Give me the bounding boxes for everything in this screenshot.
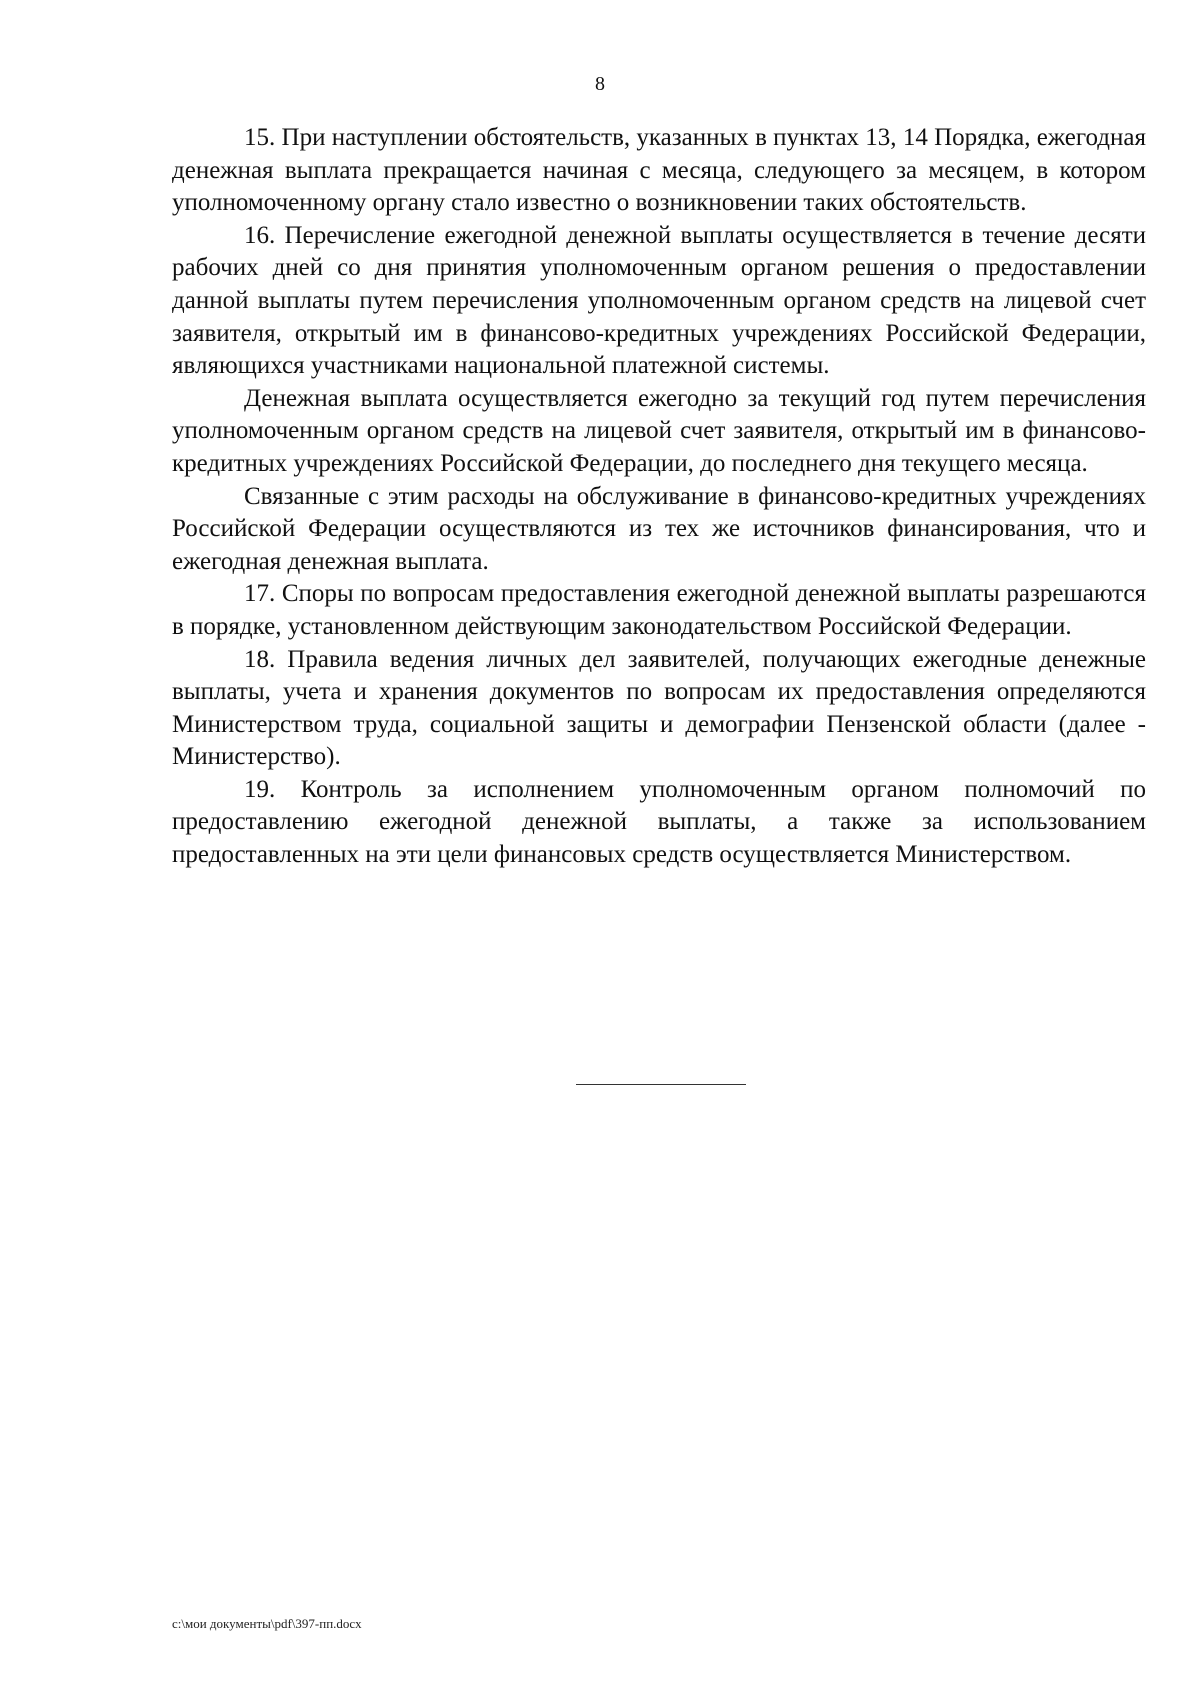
- paragraph-15: 15. При наступлении обстоятельств, указанных в пунктах 13, 14 Порядка, ежегодная денежная выплата прекращается начиная с месяца, следующего за месяцем, в котором уполномоченному органу стало известно о возникновении таких обстоятельств.: [172, 124, 1146, 217]
- document-body: [172, 122, 1146, 872]
- paragraph-16-expenses: Связанные с этим расходы на обслуживание в финансово-кредитных учреждениях Российской Федерации осуществляются из тех же источников финансирования, что и ежегодная денежная выплата.: [172, 482, 1146, 575]
- paragraph-18: 18. Правила ведения личных дел заявителей, получающих ежегодные денежные выплаты, учета и хранения документов по вопросам их предоставления определяются Министерством труда, социальной защиты и демографии Пензенской области (далее - Министерство).: [172, 645, 1146, 771]
- footer-file-path: с:\мои документы\pdf\397-пп.docx: [172, 1616, 362, 1631]
- paragraph-17: 17. Споры по вопросам предоставления ежегодной денежной выплаты разрешаются в порядке, установленном действующим законодательством Российской Федерации.: [172, 580, 1146, 640]
- end-separator-line: [576, 1084, 746, 1085]
- page-number: 8: [595, 73, 605, 95]
- paragraph-19: 19. Контроль за исполнением уполномоченным органом полномочий по предоставлению ежегодной денежной выплаты, а также за использованием предоставленных на эти цели финансовых средств осуществляется Министерством.: [172, 775, 1146, 869]
- paragraph-16-payment: Денежная выплата осуществляется ежегодно за текущий год путем перечисления уполномоченным органом средств на лицевой счет заявителя, открытый им в финансово-кредитных учреждениях Российской Федерации, до последнего дня текущего месяца.: [172, 384, 1146, 477]
- paragraph-16: 16. Перечисление ежегодной денежной выплаты осуществляется в течение десяти рабочих дней со дня принятия уполномоченным органом решения о предоставлении данной выплаты путем перечисления уполномоченным органом средств на лицевой счет заявителя, открытый им в финансово-кредитных учреждениях Российской Федерации, являющихся участниками национальной платежной системы.: [172, 221, 1146, 380]
